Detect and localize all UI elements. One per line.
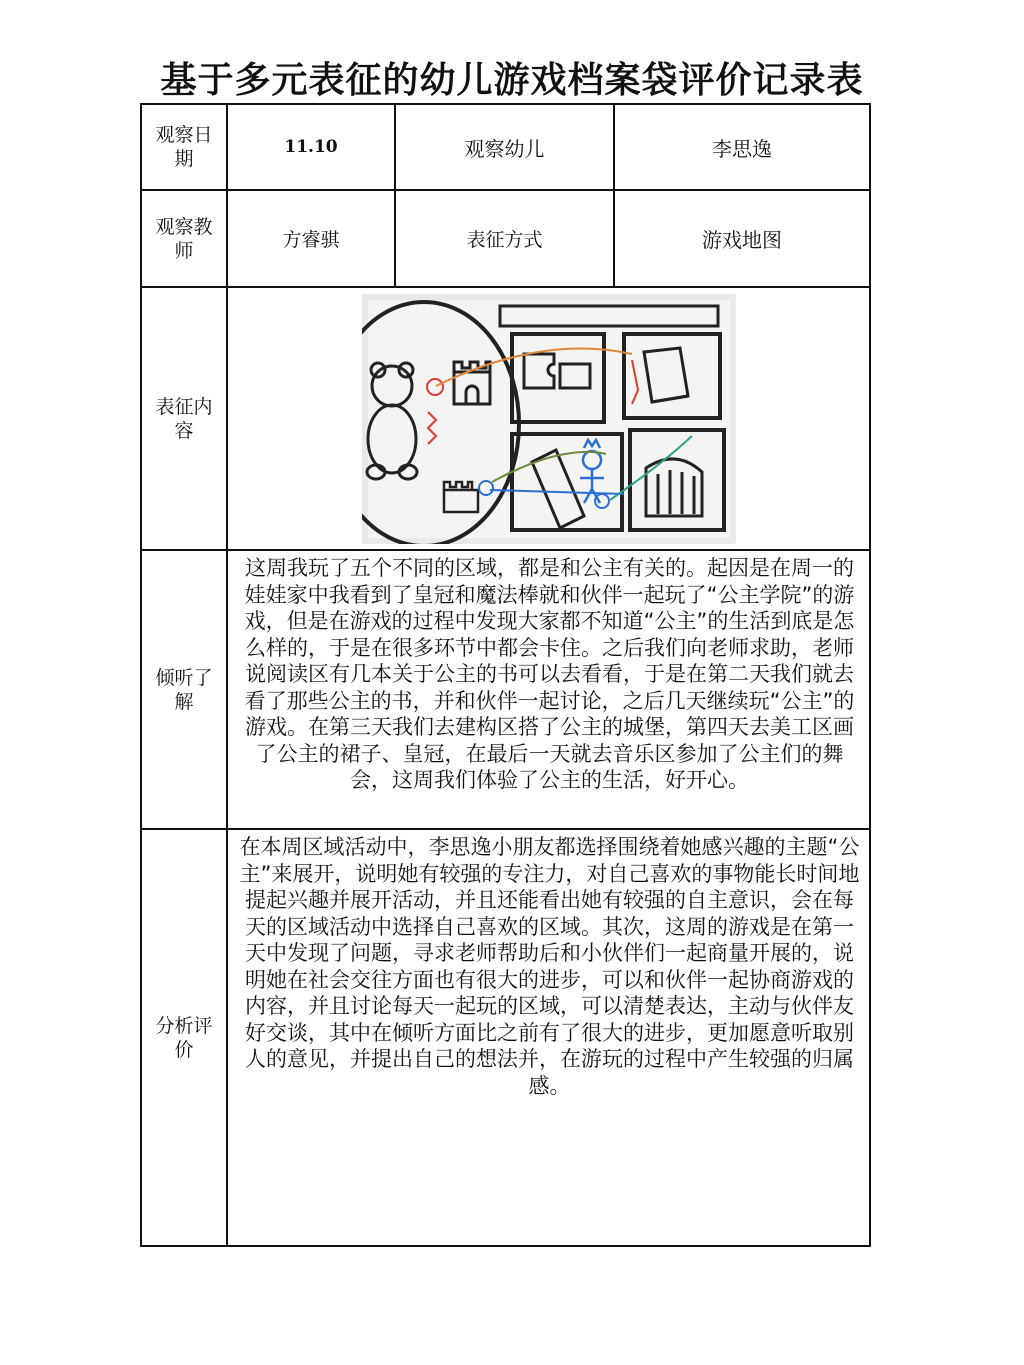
row-listen xyxy=(141,550,870,829)
content-drawing-cell xyxy=(227,287,870,550)
method-label: 表征方式 xyxy=(395,190,614,287)
row-date-child xyxy=(141,104,870,190)
teacher-value: 方睿骐 xyxy=(227,190,395,287)
child-value: 李思逸 xyxy=(614,104,870,190)
child-label: 观察幼儿 xyxy=(395,104,614,190)
row-teacher-method xyxy=(141,190,870,287)
record-table xyxy=(140,103,871,1247)
analysis-label: 分析评价 xyxy=(141,829,227,1246)
content-label: 表征内容 xyxy=(141,287,227,550)
row-analysis xyxy=(141,829,870,1246)
listen-text: 这周我玩了五个不同的区域，都是和公主有关的。起因是在周一的娃娃家中我看到了皇冠和魔法棒就和伙伴一起玩了“公主学院”的游戏，但是在游戏的过程中发现大家都不知道“公主”的生活到底是怎么样的，于是在很多环节中都会卡住。之后我们向老师求助，老师说阅读区有几本关于公主的书可以去看看，于是在第二天我们就去看了那些公主的书，并和伙伴一起讨论，之后几天继续玩“公主”的游戏。在第三天我们去建构区搭了公主的城堡，第四天去美工区画了公主的裙子、皇冠，在最后一天就去音乐区参加了公主们的舞会，这周我们体验了公主的生活，好开心。 xyxy=(227,550,870,829)
listen-label: 倾听了解 xyxy=(141,550,227,829)
date-label: 观察日期 xyxy=(141,104,227,190)
game-map-drawing xyxy=(362,294,736,544)
analysis-text: 在本周区域活动中，李思逸小朋友都选择围绕着她感兴趣的主题“公主”来展开，说明她有较强的专注力，对自己喜欢的事物能长时间地提起兴趣并展开活动，并且还能看出她有较强的自主意识，会在每天的区域活动中选择自己喜欢的区域。其次，这周的游戏是在第一天中发现了问题，寻求老师帮助后和小伙伴们一起商量开展的，说明她在社会交往方面也有很大的进步，可以和伙伴一起协商游戏的内容，并且讨论每天一起玩的区域，可以清楚表达，主动与伙伴友好交谈，其中在倾听方面比之前有了很大的进步，更加愿意听取别人的意见，并提出自己的想法并，在游玩的过程中产生较强的归属感。 xyxy=(227,829,870,1246)
page-title: 基于多元表征的幼儿游戏档案袋评价记录表 xyxy=(160,60,864,101)
date-value: 11.10 xyxy=(227,104,395,190)
row-content xyxy=(141,287,870,550)
method-value: 游戏地图 xyxy=(614,190,870,287)
teacher-label: 观察教师 xyxy=(141,190,227,287)
